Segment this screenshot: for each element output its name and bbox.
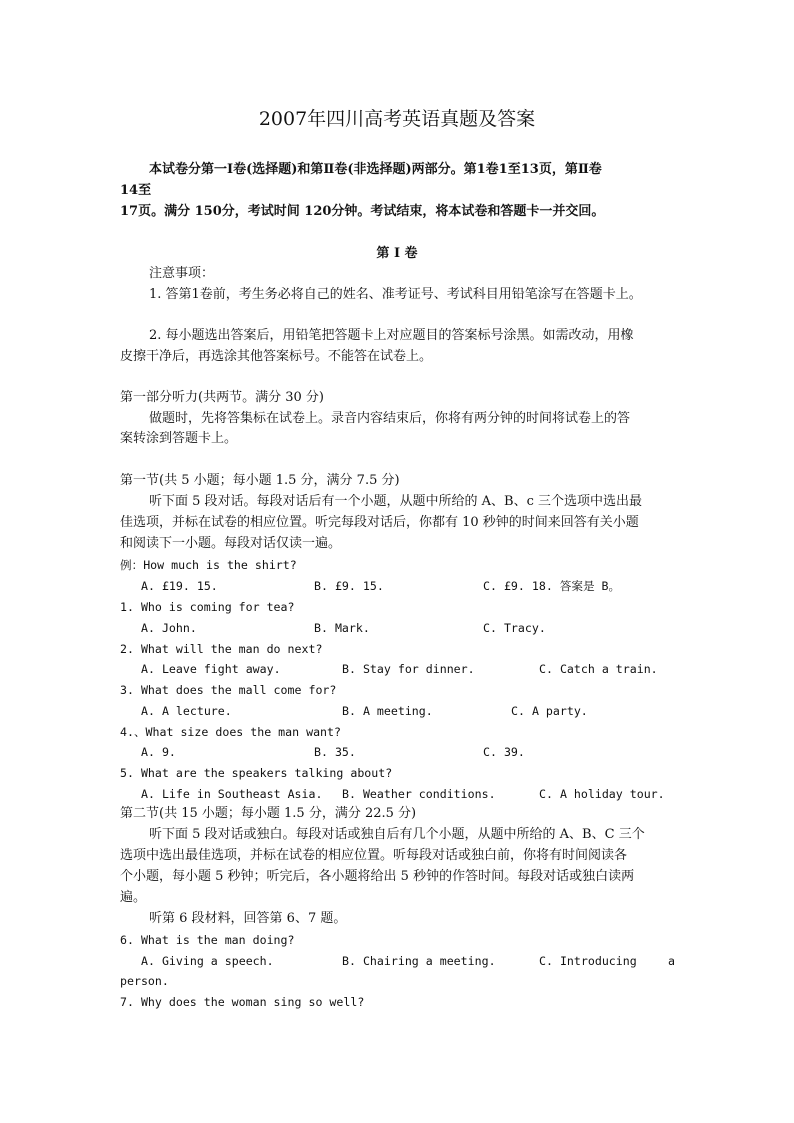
section2-intro-line-1: 听下面 5 段对话或独白。每段对话或独自后有几个小题，从题中所给的 A、B、C 三个 <box>149 827 645 842</box>
notice-2-line-2: 皮擦干净后，再选涂其他答案标号。不能答在试卷上。 <box>120 349 433 364</box>
section2-intro-line-2: 选项中选出最佳选项，并标在试卷的相应位置。听每段对话或独白前，你将有时间阅读各 <box>120 848 628 863</box>
intro-line-3: 17页。满分 150分，考试时间 120分钟。考试结束，将本试卷和答题卡一并交回。 <box>120 204 605 219</box>
notice-1: 1. 答第1卷前，考生务必将自己的姓名、准考证号、考试科目用铅笔涂写在答题卡上。 <box>149 287 642 302</box>
intro-line-1: 本试卷分第一Ⅰ卷(选择题)和第Ⅱ卷(非选择题)两部分。第1卷1至13页，第Ⅱ卷 <box>149 162 602 177</box>
question-3-option-c: C. A party. <box>511 704 588 718</box>
material-6-heading: 听第 6 段材料，回答第 6、7 题。 <box>149 911 347 926</box>
section2-heading: 第二节(共 15 小题；每小题 1.5 分，满分 22.5 分) <box>120 806 417 821</box>
question-4-option-b: B. 35. <box>314 745 356 759</box>
question-4-option-a: A. 9. <box>141 745 176 759</box>
question-3-option-b: B. A meeting. <box>342 704 433 718</box>
question-1-option-b: B. Mark. <box>314 621 370 635</box>
document-title: 2007年四川高考英语真题及答案 <box>258 108 536 130</box>
notice-2-line-1: 2. 每小题选出答案后，用铅笔把答题卡上对应题目的答案标号涂黑。如需改动，用橡 <box>149 328 634 343</box>
question-2: 2. What will the man do next? <box>120 642 323 656</box>
question-5-option-b: B. Weather conditions. <box>342 787 496 801</box>
part1-intro-line-2: 案转涂到答题卡上。 <box>120 431 238 446</box>
question-1-option-c: C. Tracy. <box>483 621 546 635</box>
question-5: 5. What are the speakers talking about? <box>120 766 393 780</box>
part1-heading: 第一部分听力(共两节。满分 30 分) <box>120 390 324 405</box>
question-6-option-c-wrap: person. <box>120 974 169 988</box>
section2-intro-line-4: 遍。 <box>120 890 147 905</box>
section1-intro-line-3: 和阅读下一小题。每段对话仅读一遍。 <box>120 536 342 551</box>
question-1-option-a: A. John. <box>141 621 197 635</box>
question-4: 4.、What size does the man want? <box>120 725 341 739</box>
question-2-option-c: C. Catch a train. <box>539 662 658 676</box>
example-option-c: C. £9. 18. 答案是 B。 <box>483 579 621 593</box>
question-6-option-c: C. Introducing <box>539 954 637 968</box>
question-4-option-c: C. 39. <box>483 745 525 759</box>
section1-intro-line-2: 佳选项，并标在试卷的相应位置。听完每段对话后，你都有 10 秒钟的时间来回答有关小题 <box>120 515 639 530</box>
section2-intro-line-3: 个小题，每小题 5 秒钟；听完后，各小题将给出 5 秒钟的作答时间。每段对话或独白读两 <box>120 869 635 884</box>
section1-intro-line-1: 听下面 5 段对话。每段对话后有一个小题，从题中所给的 A、B、c 三个选项中选出最 <box>149 494 643 509</box>
section1-heading: 第一节(共 5 小题；每小题 1.5 分，满分 7.5 分) <box>120 473 400 488</box>
example-option-a: A. £19. 15. <box>141 579 218 593</box>
question-7: 7. Why does the woman sing so well? <box>120 995 365 1009</box>
question-2-option-a: A. Leave fight away. <box>141 662 281 676</box>
question-5-option-c: C. A holiday tour. <box>539 787 665 801</box>
part1-intro-line-1: 做题时，先将答集标在试卷上。录音内容结束后，你将有两分钟的时间将试卷上的答 <box>149 411 631 426</box>
notice-label: 注意事项： <box>149 266 215 281</box>
question-2-option-b: B. Stay for dinner. <box>342 662 475 676</box>
question-6-option-c-end: a <box>668 954 675 968</box>
question-6: 6. What is the man doing? <box>120 933 295 947</box>
volume-heading: 第 I 卷 <box>376 246 418 261</box>
question-3-option-a: A. A lecture. <box>141 704 232 718</box>
question-6-option-b: B. Chairing a meeting. <box>342 954 496 968</box>
example-question: 例：How much is the shirt? <box>120 558 297 572</box>
example-option-b: B. £9. 15. <box>314 579 384 593</box>
question-5-option-a: A. Life in Southeast Asia. <box>141 787 323 801</box>
question-1: 1. Who is coming for tea? <box>120 600 295 614</box>
question-3: 3. What does the mall come for? <box>120 683 337 697</box>
intro-line-2: 14至 <box>120 183 152 198</box>
question-6-option-a: A. Giving a speech. <box>141 954 274 968</box>
